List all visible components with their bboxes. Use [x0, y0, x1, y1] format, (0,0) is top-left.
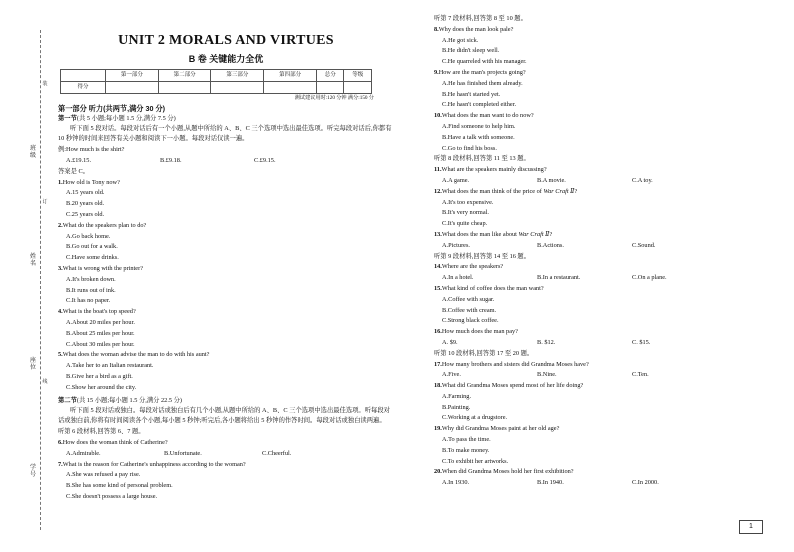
question-item	[58, 307, 394, 318]
margin-label-id: 学号	[29, 465, 36, 478]
option-c[interactable]: C.On a plane.	[632, 274, 667, 282]
question-number: 1.	[58, 178, 63, 186]
example-answer: 答案是 C。	[58, 167, 89, 175]
option-c[interactable]: C.It's quite cheap.	[442, 220, 488, 228]
score-input-cell[interactable]	[344, 81, 372, 93]
question-number: 13.	[434, 230, 442, 238]
game-title: War Craft Ⅱ	[543, 187, 575, 195]
question-item	[434, 25, 758, 36]
question-13-options	[434, 241, 758, 252]
option-c[interactable]: C.He quarreled with his manager.	[442, 58, 527, 66]
option-b[interactable]: B.To make money.	[442, 446, 490, 454]
question-text: What does the man want to do now?	[441, 112, 534, 120]
question-18	[434, 381, 758, 392]
question-number: 3.	[58, 264, 63, 272]
option-a[interactable]: A.Coffee with sugar.	[442, 295, 495, 303]
question-number: 9.	[434, 68, 439, 76]
score-header: 第一部分	[106, 70, 159, 82]
option-b[interactable]: B.Nine.	[537, 371, 557, 379]
question-19	[434, 424, 758, 435]
question-text: Why does the man look pale?	[438, 25, 514, 33]
question-text: What is the reason for Catherine's unhappiness according to the woman?	[62, 460, 246, 468]
section2-note: (共 15 小题;每小题 1.5 分,满分 22.5 分)	[76, 396, 183, 404]
question-20-options	[434, 478, 758, 489]
margin-label-name: 姓名	[29, 254, 36, 267]
question-6	[58, 438, 394, 449]
score-cell	[61, 70, 106, 82]
option-a[interactable]: A. $9.	[442, 338, 458, 346]
listen-instruction-8: 听第 8 段材料,回答第 11 至 13 题。	[434, 155, 530, 163]
question-number: 12.	[434, 187, 442, 195]
option-b[interactable]: B.Actions.	[537, 241, 564, 249]
option-b[interactable]: B.20 years old.	[66, 200, 105, 208]
margin-mark-ding: 订	[42, 200, 48, 205]
part1-heading: 第一部分 听力(共两节,满分 30 分)	[58, 103, 166, 113]
question-number: 6.	[58, 438, 63, 446]
option-c[interactable]: C.In 2000.	[632, 479, 659, 487]
score-row-label: 得分	[61, 81, 106, 93]
option-a[interactable]: A.It's too expensive.	[442, 198, 494, 206]
option-c[interactable]: C.Sound.	[632, 241, 656, 249]
option-a[interactable]: A.She was refused a pay rise.	[66, 471, 141, 479]
option-a[interactable]: A.In 1930.	[442, 479, 470, 487]
question-number: 17.	[434, 360, 442, 368]
left-column	[58, 0, 394, 503]
question-item	[58, 264, 394, 275]
listen-instruction-9: 听第 9 段材料,回答第 14 至 16 题。	[434, 252, 531, 260]
question-text: What does the man think of the price of	[441, 187, 544, 195]
questions-8-10	[434, 25, 758, 155]
option: C.£9.15.	[254, 156, 276, 164]
score-table-row	[61, 81, 372, 93]
section2-heading	[58, 396, 394, 406]
score-input-cell[interactable]	[264, 81, 317, 93]
question-text: How does the woman think of Catherine?	[62, 438, 168, 446]
margin-label-seat: 座位	[29, 358, 36, 371]
option-c[interactable]: C.Working at a drugstore.	[442, 414, 508, 422]
option-c[interactable]: C.About 30 miles per hour.	[66, 340, 135, 348]
option-a[interactable]: A.About 20 miles per hour.	[66, 318, 135, 326]
option-a[interactable]: A.He got sick.	[442, 36, 479, 44]
paper-subtitle: B 卷 关键能力全优	[188, 54, 264, 64]
question-16-options	[434, 338, 758, 349]
question-number: 18.	[434, 382, 442, 390]
score-header: 第四部分	[264, 70, 317, 82]
margin-mark-zhuang: 装	[42, 82, 48, 87]
option-b[interactable]: B.About 25 miles per hour.	[66, 329, 135, 337]
score-header: 第三部分	[211, 70, 264, 82]
option-b[interactable]: B.It runs out of ink.	[66, 286, 116, 294]
option-c[interactable]: C.Have some drinks.	[66, 254, 119, 262]
option-b[interactable]: B.She has some kind of personal problem.	[66, 482, 173, 490]
question-number: 11.	[434, 166, 442, 174]
option-a[interactable]: A.Pictures.	[442, 241, 470, 249]
score-header: 总分	[316, 70, 344, 82]
option-b[interactable]: B.Go out for a walk.	[66, 243, 118, 251]
option-a[interactable]: A.In a hotel.	[442, 274, 474, 282]
question-text: When did Grandma Moses hold her first exhibition?	[441, 468, 574, 476]
question-number: 19.	[434, 425, 442, 433]
question-text: What kind of coffee does the man want?	[441, 284, 544, 292]
listen-instruction-6: 听第 6 段材料,回答第 6、7 题。	[58, 428, 145, 436]
option-c[interactable]: C. $15.	[632, 338, 651, 346]
listen-instruction-10: 听第 10 段材料,回答第 17 至 20 题。	[434, 349, 534, 357]
question-12	[434, 187, 758, 198]
question-text: How many brothers and sisters did Grandma Moses have?	[441, 360, 589, 368]
score-input-cell[interactable]	[106, 81, 159, 93]
question-text: What is the boat's top speed?	[62, 308, 136, 316]
question-item	[434, 111, 758, 122]
question-number: 10.	[434, 112, 442, 120]
question-text: Why did Grandma Moses paint at her old age?	[441, 425, 560, 433]
listen-instruction-7: 听第 7 段材料,回答第 8 至 10 题。	[434, 15, 527, 22]
question-number: 5.	[58, 351, 63, 359]
option-a[interactable]: A.It's broken down.	[66, 275, 116, 283]
option-a[interactable]: A.15 years old.	[66, 189, 105, 197]
question-15	[434, 284, 758, 295]
option: B.£9.18.	[160, 156, 182, 164]
question-text: How old is Tony now?	[62, 178, 120, 186]
option-a[interactable]: A.To pass the time.	[442, 436, 491, 444]
option-c[interactable]: C.Go to find his boss.	[442, 144, 497, 152]
option-b[interactable]: B.He didn't sleep well.	[442, 47, 500, 55]
question-number: 7.	[58, 460, 63, 468]
section1-heading	[58, 114, 394, 124]
section1-instructions: 听下面 5 段对话。每段对话后有一个小题,从题中所给的 A、B、C 三个选项中选出最佳选项。听完每段对话后,你都有 10 秒钟的时间来回答有关小题和阅读下一小题。每段对话仅读一遍。	[58, 124, 392, 143]
option-c[interactable]: C.He hasn't completed either.	[442, 101, 517, 109]
score-input-cell[interactable]	[158, 81, 211, 93]
question-11-options	[434, 176, 758, 187]
option-b[interactable]: B.Coffee with cream.	[442, 306, 497, 314]
question-item	[58, 178, 394, 189]
binding-margin	[0, 0, 52, 552]
question-11	[434, 165, 758, 176]
option-c[interactable]: C.A toy.	[632, 176, 653, 184]
question-text: Where are the speakers?	[441, 263, 504, 271]
question-item	[434, 68, 758, 79]
option-c[interactable]: C.25 years old.	[66, 210, 105, 218]
option-b[interactable]: B.It's very normal.	[442, 209, 489, 217]
question-text: What are the speakers mainly discussing?	[441, 166, 547, 174]
question-17-options	[434, 370, 758, 381]
question-13	[434, 230, 758, 241]
question-text: How much does the man pay?	[441, 328, 518, 336]
score-table	[60, 69, 372, 94]
question-14-options	[434, 273, 758, 284]
option-c[interactable]: C.Show her around the city.	[66, 383, 137, 391]
option-b[interactable]: B.He hasn't started yet.	[442, 90, 501, 98]
questions-1-5	[58, 178, 394, 394]
section1-note: (共 5 小题;每小题 1.5 分,满分 7.5 分)	[76, 114, 176, 122]
game-title: War Craft Ⅱ	[518, 230, 550, 238]
option-a[interactable]: A.Take her to an Italian restaurant.	[66, 362, 154, 370]
margin-mark-xian: 线	[42, 380, 48, 385]
question-6-options	[58, 449, 394, 460]
question-number: 15.	[434, 284, 442, 292]
page-number: 1	[739, 520, 763, 534]
option-a[interactable]: A.Five.	[442, 371, 461, 379]
option-c[interactable]: C.It has no paper.	[66, 297, 111, 305]
option-c[interactable]: C.To exhibit her artworks.	[442, 457, 509, 465]
option-a[interactable]: A.A game.	[442, 176, 470, 184]
question-number: 2.	[58, 221, 63, 229]
question-text: What does the man like about	[441, 230, 519, 238]
score-input-cell[interactable]	[211, 81, 264, 93]
question-text: What does the woman advise the man to do with his aunt?	[62, 351, 210, 359]
section1-label: 第一节	[58, 114, 77, 122]
score-table-header-row	[61, 70, 372, 82]
option-b[interactable]: B.Painting.	[442, 403, 471, 411]
score-header: 第二部分	[158, 70, 211, 82]
question-17	[434, 360, 758, 371]
cut-line	[40, 30, 41, 530]
option: A.£19.15.	[66, 156, 92, 164]
question-number: 4.	[58, 308, 63, 316]
example-question: 例:How much is the shirt?	[58, 146, 125, 154]
right-column	[434, 14, 758, 489]
score-input-cell[interactable]	[316, 81, 344, 93]
question-text: What is wrong with the printer?	[62, 264, 143, 272]
option-a[interactable]: A.Go back home.	[66, 232, 111, 240]
option-b[interactable]: B.Give her a bird as a gift.	[66, 372, 133, 380]
question-20	[434, 467, 758, 478]
question-item	[58, 350, 394, 361]
question-mark: ?	[574, 187, 578, 195]
option-b[interactable]: B.Unfortunate.	[164, 449, 202, 457]
question-number: 16.	[434, 328, 442, 336]
question-number: 8.	[434, 25, 439, 33]
option-b[interactable]: B.In a restaurant.	[537, 274, 581, 282]
option-b[interactable]: B. $12.	[537, 338, 556, 346]
option-a[interactable]: A.Find someone to help him.	[442, 122, 516, 130]
section2-instructions: 听下面 5 段对话或独白。每段对话或独白后有几个小题,从题中所给的 A、B、C 三个选项中选出最佳选项。听每段对话或独白前,你将有时间阅读各个小题,每小题 5 秒钟;听完后,各小题将给出 5 秒钟的作答时间。每段对话或独白读两遍。	[58, 406, 390, 425]
score-header: 等级	[344, 70, 372, 82]
option-a[interactable]: A.Farming.	[442, 392, 472, 400]
option-a[interactable]: A.He has finished them already.	[442, 79, 523, 87]
section2-label: 第二节	[58, 396, 77, 404]
time-and-score-note: 测试建议用时:120 分钟 满分:150 分	[294, 94, 374, 101]
unit-title: UNIT 2 MORALS AND VIRTUES	[118, 33, 334, 48]
question-text: What did Grandma Moses spend most of her life doing?	[441, 382, 584, 390]
question-number: 20.	[434, 468, 442, 476]
option-c[interactable]: C.Cheerful.	[262, 449, 292, 457]
option-b[interactable]: B.Have a talk with someone.	[442, 133, 515, 141]
question-16	[434, 327, 758, 338]
question-mark: ?	[549, 230, 553, 238]
example-options	[58, 156, 394, 167]
option-c[interactable]: C.She doesn't possess a large house.	[66, 492, 158, 500]
question-item	[58, 221, 394, 232]
question-number: 14.	[434, 263, 442, 271]
margin-label-class: 班级	[29, 146, 36, 159]
question-text: How are the man's projects going?	[438, 68, 526, 76]
question-14	[434, 262, 758, 273]
option-a[interactable]: A.Admirable.	[66, 449, 101, 457]
option-b[interactable]: B.A movie.	[537, 176, 566, 184]
question-7	[58, 460, 394, 471]
option-c[interactable]: C.Ten.	[632, 371, 649, 379]
option-b[interactable]: B.In 1940.	[537, 479, 564, 487]
question-text: What do the speakers plan to do?	[62, 221, 147, 229]
option-c[interactable]: C.Strong black coffee.	[442, 317, 499, 325]
